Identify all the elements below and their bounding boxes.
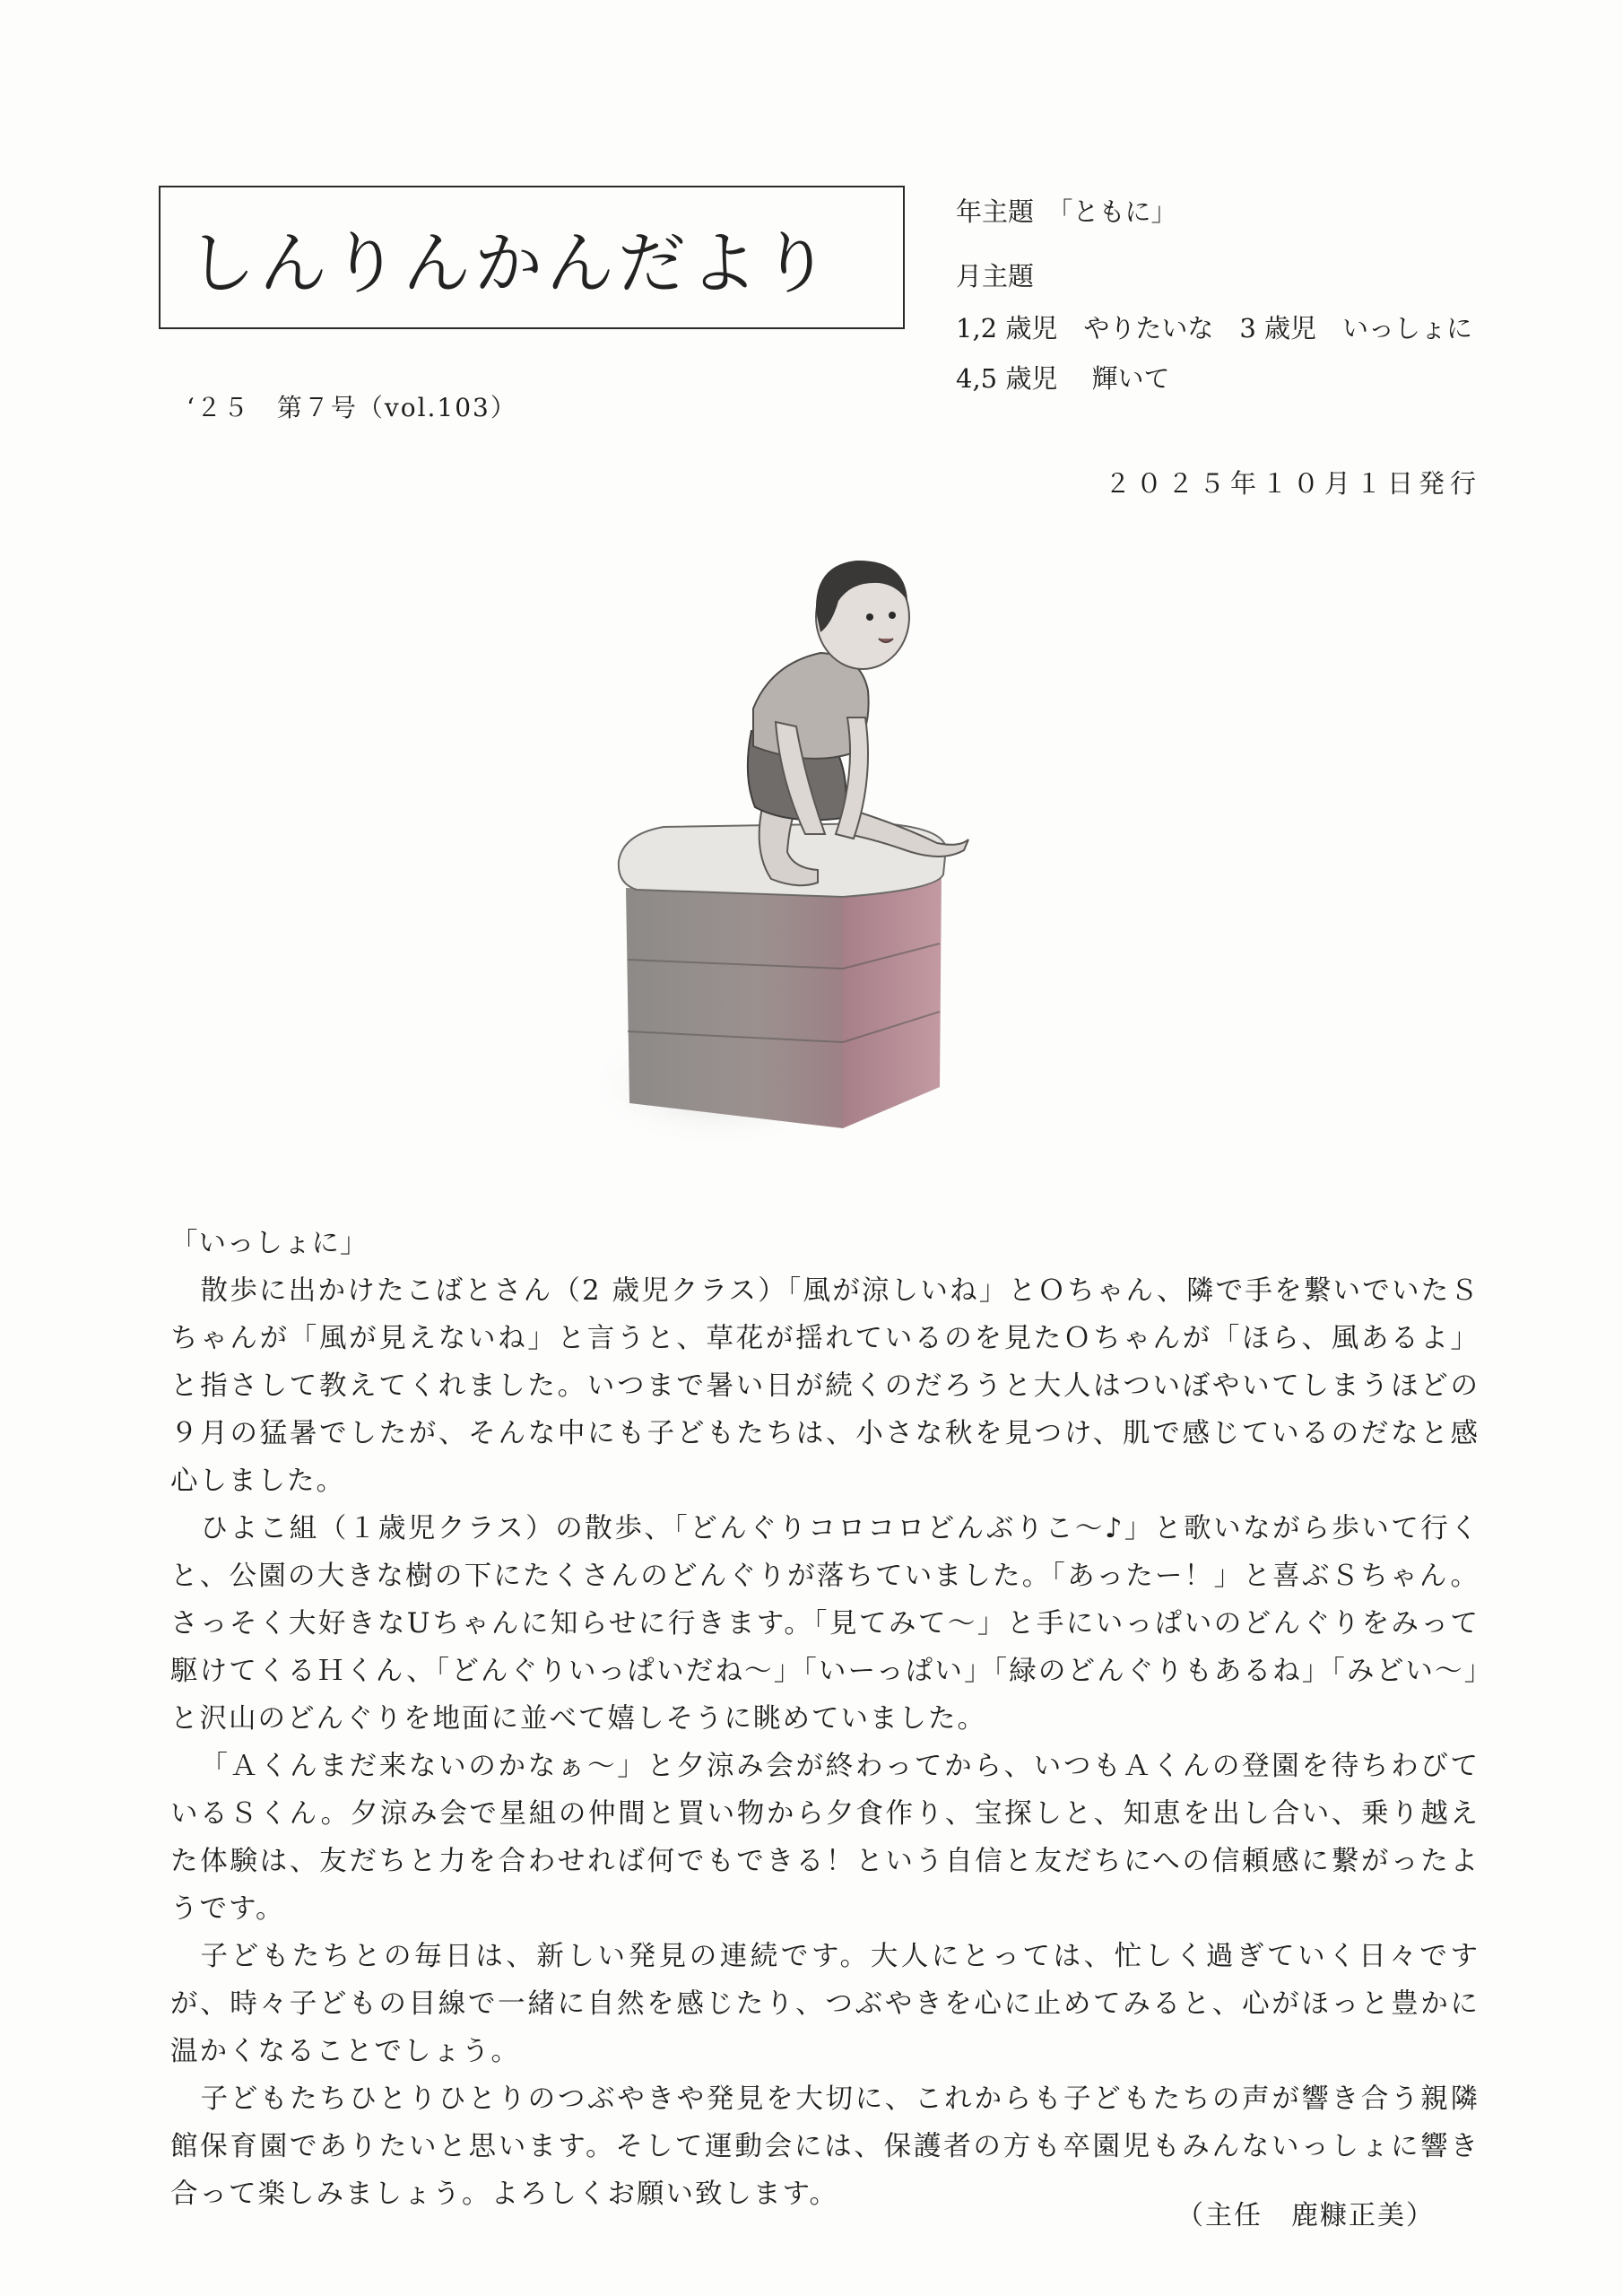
publish-date: ２０２５年１０月１日発行 xyxy=(1105,468,1482,499)
month-theme-line-2: 4,5 歳児 輝いて xyxy=(956,363,1170,394)
issue-number: ‘２５ 第７号（vol.103） xyxy=(187,393,517,422)
article-paragraph-1: 散歩に出かけたこばとさん（2 歳児クラス）「風が涼しいね」とＯちゃん、隣で手を繋いでいたＳちゃんが「風が見えないね」と言うと、草花が揺れているのを見たＯちゃんが「ほら、風あるよ」と指さして教えてくれました。いつまで暑い日が続くのだろうと大人はついぼやいてしまうほどの９月の猛暑でしたが、そんな中にも子どもたちは、小さな秋を見つけ、肌で感じているのだなと感心しました。 xyxy=(170,1275,1480,1497)
newsletter-title-box xyxy=(159,186,905,329)
article xyxy=(170,1220,1480,2218)
article-paragraph-5: 子どもたちひとりひとりのつぶやきや発見を大切に、これからも子どもたちの声が響き合う親隣館保育園でありたいと思います。そして運動会には、保護者の方も卒園児もみんないっしょに響き合って楽しみましょう。よろしくお願い致します。 xyxy=(170,2083,1480,2210)
article-heading: 「いっしょに」 xyxy=(170,1228,369,1259)
article-signature: （主任 鹿糠正美） xyxy=(1176,2200,1435,2231)
newsletter-title: しんりんかんだより xyxy=(187,222,833,303)
month-theme-label: 月主題 xyxy=(956,261,1035,291)
month-theme-line-1: 1,2 歳児 やりたいな 3 歳児 いっしょに xyxy=(956,313,1473,344)
child-climbing-box-illustration xyxy=(583,538,1085,1166)
article-paragraph-4: 子どもたちとの毎日は、新しい発見の連続です。大人にとっては、忙しく過ぎていく日々ですが、時々子どもの目線で一緒に自然を感じたり、つぶやきを心に止めてみると、心がほっと豊かに温かくなることでしょう。 xyxy=(170,1941,1480,2067)
year-theme: 年主題 「ともに」 xyxy=(956,196,1177,227)
article-paragraph-2: ひよこ組（１歳児クラス）の散歩、「どんぐりコロコロどんぶりこ～♪」と歌いながら歩いて行くと、公園の大きな樹の下にたくさんのどんぐりが落ちていました。「あったー！」と喜ぶＳちゃん。さっそく大好きなUちゃんに知らせに行きます。「見てみて～」と手にいっぱいのどんぐりをみって駆けてくるＨくん、「どんぐりいっぱいだね～」「いーっぱい」「緑のどんぐりもあるね」「みどい～」と沢山のどんぐりを地面に並べて嬉しそうに眺めていました。 xyxy=(170,1513,1480,1735)
article-paragraph-3: 「Ａくんまだ来ないのかなぁ～」と夕涼み会が終わってから、いつもＡくんの登園を待ちわびているＳくん。夕涼み会で星組の仲間と買い物から夕食作り、宝探しと、知恵を出し合い、乗り越えた体験は、友だちと力を合わせれば何でもできる！という自信と友だちにへの信頼感に繋がったようです。 xyxy=(170,1751,1480,1925)
